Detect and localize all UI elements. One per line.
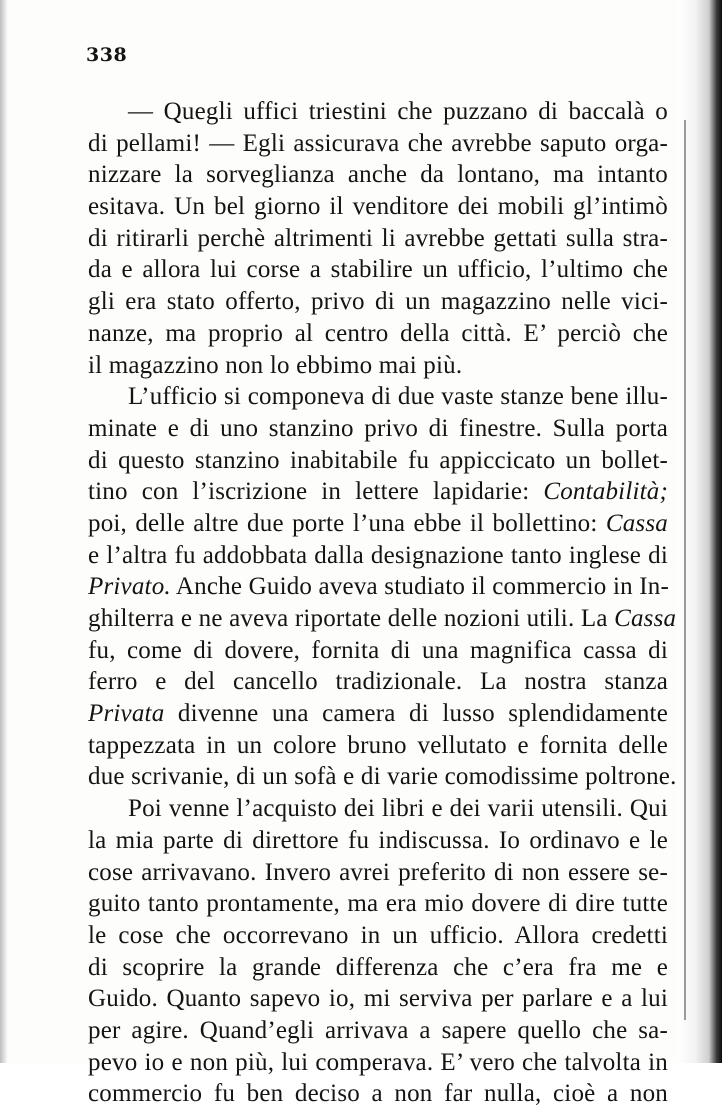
text-line: cose arrivavano. Invero avrei preferito di non essere se-	[88, 858, 668, 886]
text-line: commercio fu ben deciso a non far nulla, cioè a non	[88, 1080, 668, 1108]
gutter-line	[684, 120, 686, 1020]
italic-word: Cassa	[605, 509, 668, 537]
text-line: due scrivanie, di un sofà e di varie comodissime poltrone.	[88, 763, 677, 791]
text-line: Poi venne l’acquisto dei libri e dei varii utensili. Qui	[128, 795, 668, 823]
text-line: la mia parte di direttore fu indiscussa. Io ordinavo e le	[88, 826, 668, 854]
italic-word: Privato.	[88, 573, 171, 601]
text-line: esitava. Un bel giorno il venditore dei mobili gl’intimò	[88, 193, 668, 221]
text-line: Privato. Anche Guido aveva studiato il commercio in In-	[88, 573, 670, 601]
text-line: tappezzata in un colore bruno vellutato e fornita delle	[88, 731, 668, 759]
text-line: minate e di uno stanzino privo di finestre. Sulla porta	[88, 414, 668, 442]
text-line: — Quegli uffici triestini che puzzano di baccalà o	[128, 98, 668, 125]
body-text	[88, 96, 677, 1110]
text-line: e l’altra fu addobbata dalla designazione tanto inglese di	[88, 541, 668, 569]
italic-word: Contabilità;	[543, 478, 668, 506]
text-line: L’ufficio si componeva di due vaste stanze bene illu-	[128, 383, 668, 411]
text-line: tino con l’iscrizione in lettere lapidarie: Contabilità;	[88, 478, 668, 506]
page-left-edge	[0, 0, 8, 1063]
text-line: per agire. Quand’egli arrivava a sapere quello che sa-	[88, 1016, 668, 1044]
text-line: poi, delle altre due porte l’una ebbe il bollettino: Cassa	[88, 509, 668, 537]
page-number: 338	[86, 44, 128, 66]
text-line: le cose che occorrevano in un ufficio. Allora credetti	[88, 921, 668, 949]
text-line: nizzare la sorveglianza anche da lontano, ma intanto	[88, 161, 668, 189]
text-line: di ritirarli perchè altrimenti li avrebbe gettati sulla stra-	[88, 224, 668, 252]
text-line: di pellami! — Egli assicurava che avrebbe saputo orga-	[88, 129, 668, 157]
text-line: guito tanto prontamente, ma era mio dovere di dire tutte	[88, 890, 668, 918]
text-line: ghilterra e ne aveva riportate delle nozioni utili. La Cassa	[88, 605, 677, 632]
text-line: gli era stato offerto, privo di un magazzino nelle vici-	[88, 288, 668, 316]
italic-word: Privata	[88, 700, 165, 728]
text-line: da e allora lui corse a stabilire un ufficio, l’ultimo che	[88, 256, 668, 284]
text-line: Guido. Quanto sapevo io, mi serviva per parlare e a lui	[88, 985, 668, 1013]
text-line: il magazzino non lo ebbimo mai più.	[88, 351, 463, 379]
text-line: ferro e del cancello tradizionale. La nostra stanza	[88, 668, 668, 696]
text-line: pevo io e non più, lui comperava. E’ vero che talvolta in	[88, 1048, 668, 1076]
text-line: Privata divenne una camera di lusso splendidamente	[88, 700, 668, 728]
text-line: di scoprire la grande differenza che c’era fra me e	[88, 953, 668, 981]
text-line: di questo stanzino inabitabile fu appiccicato un bollet-	[88, 446, 668, 474]
text-line: nanze, ma proprio al centro della città. E’ perciò che	[88, 319, 668, 347]
italic-word: Cassa	[614, 605, 677, 632]
text-line: fu, come di dovere, fornita di una magnifica cassa di	[88, 636, 668, 664]
